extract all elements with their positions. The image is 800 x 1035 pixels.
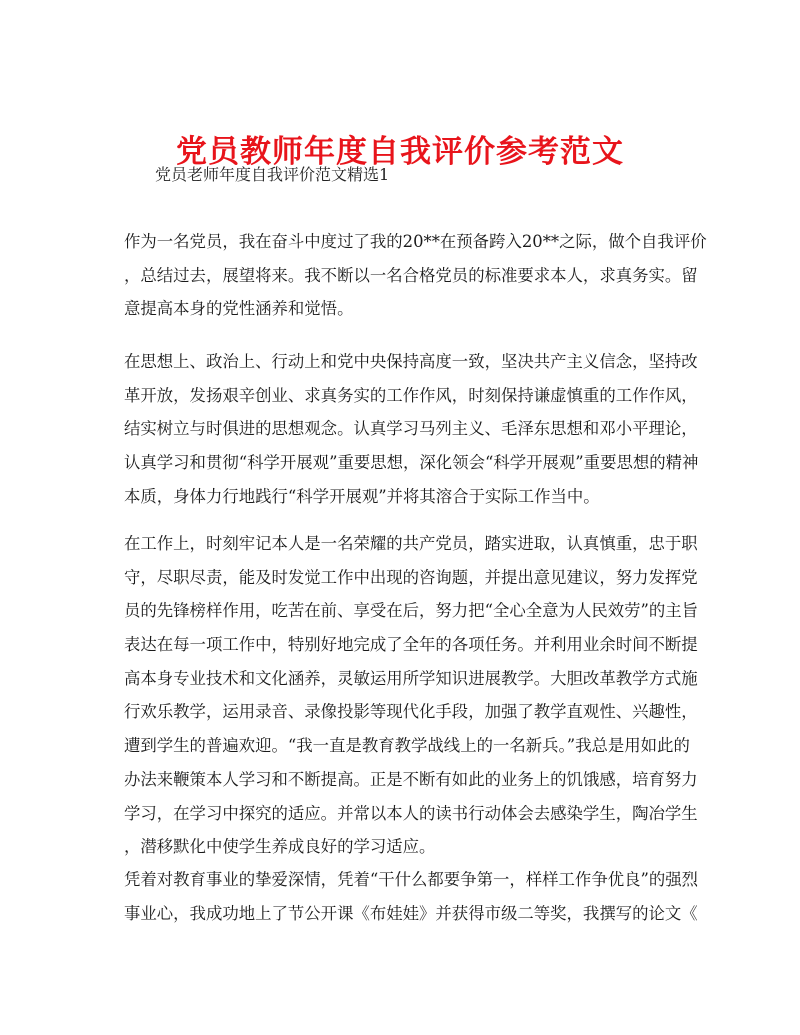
document-subtitle: 党员老师年度自我评价范文精选1 xyxy=(155,165,390,184)
paragraph-line: 在工作上，时刻牢记本人是一名荣耀的共产党员，踏实进取，认真慎重，忠于职 xyxy=(124,534,698,553)
paragraph-line: 作为一名党员，我在奋斗中度过了我的20**在预备跨入20**之际，做个自我评价 xyxy=(124,232,707,251)
paragraph-line: 员的先锋榜样作用，吃苦在前、享受在后，努力把“全心全意为人民效劳”的主旨 xyxy=(124,601,699,621)
paragraph-1 xyxy=(124,225,707,326)
paragraph-3 xyxy=(124,527,699,864)
paragraph-line: 表达在每一项工作中，特别好地完成了全年的各项任务。并利用业余时间不断提 xyxy=(124,635,698,655)
paragraph-line: ，总结过去，展望将来。我不断以一名合格党员的标准要求本人，求真务实。留 xyxy=(124,265,698,285)
paragraph-line: 意提高本身的党性涵养和觉悟。 xyxy=(124,299,354,319)
paragraph-line: 守，尽职尽责，能及时发觉工作中出现的咨询题，并提出意见建议，努力发挥党 xyxy=(124,567,698,587)
paragraph-line: 学习，在学习中探究的适应。并常以本人的读书行动体会去感染学生，陶冶学生 xyxy=(124,803,698,823)
paragraph-line: 革开放，发扬艰辛创业、求真务实的工作作风，时刻保持谦虚慎重的工作作风， xyxy=(124,385,698,405)
paragraph-line: 认真学习和贯彻“科学开展观”重要思想，深化领会“科学开展观”重要思想的精神 xyxy=(124,453,699,473)
paragraph-line: 在思想上、政治上、行动上和党中央保持高度一致，坚决共产主义信念，坚持改 xyxy=(124,352,698,371)
paragraph-line: 结实树立与时俱进的思想观念。认真学习马列主义、毛泽东思想和邓小平理论， xyxy=(124,419,698,439)
paragraph-line: 本质，身体力行地践行“科学开展观”并将其溶合于实际工作当中。 xyxy=(124,486,600,506)
document-title: 党员教师年度自我评价参考范文 xyxy=(176,133,624,170)
paragraph-line: ，潜移默化中使学生养成良好的学习适应。 xyxy=(124,837,436,857)
paragraph-4 xyxy=(124,863,699,930)
paragraph-2 xyxy=(124,345,699,513)
paragraph-line: 办法来鞭策本人学习和不断提高。正是不断有如此的业务上的饥饿感，培育努力 xyxy=(124,769,698,789)
paragraph-line: 遭到学生的普遍欢迎。“我一直是教育教学战线上的一名新兵。”我总是用如此的 xyxy=(124,736,690,756)
paragraph-line: 高本身专业技术和文化涵养，灵敏运用所学知识进展教学。大胆改革教学方式施 xyxy=(124,668,698,688)
paragraph-line: 凭着对教育事业的挚爱深情，凭着“干什么都要争第一，样样工作争优良”的强烈 xyxy=(124,870,699,889)
paragraph-line: 行欢乐教学，运用录音、录像投影等现代化手段，加强了教学直观性、兴趣性， xyxy=(124,702,698,722)
paragraph-line: 事业心，我成功地上了节公开课《布娃娃》并获得市级二等奖，我撰写的论文《 xyxy=(124,903,698,923)
